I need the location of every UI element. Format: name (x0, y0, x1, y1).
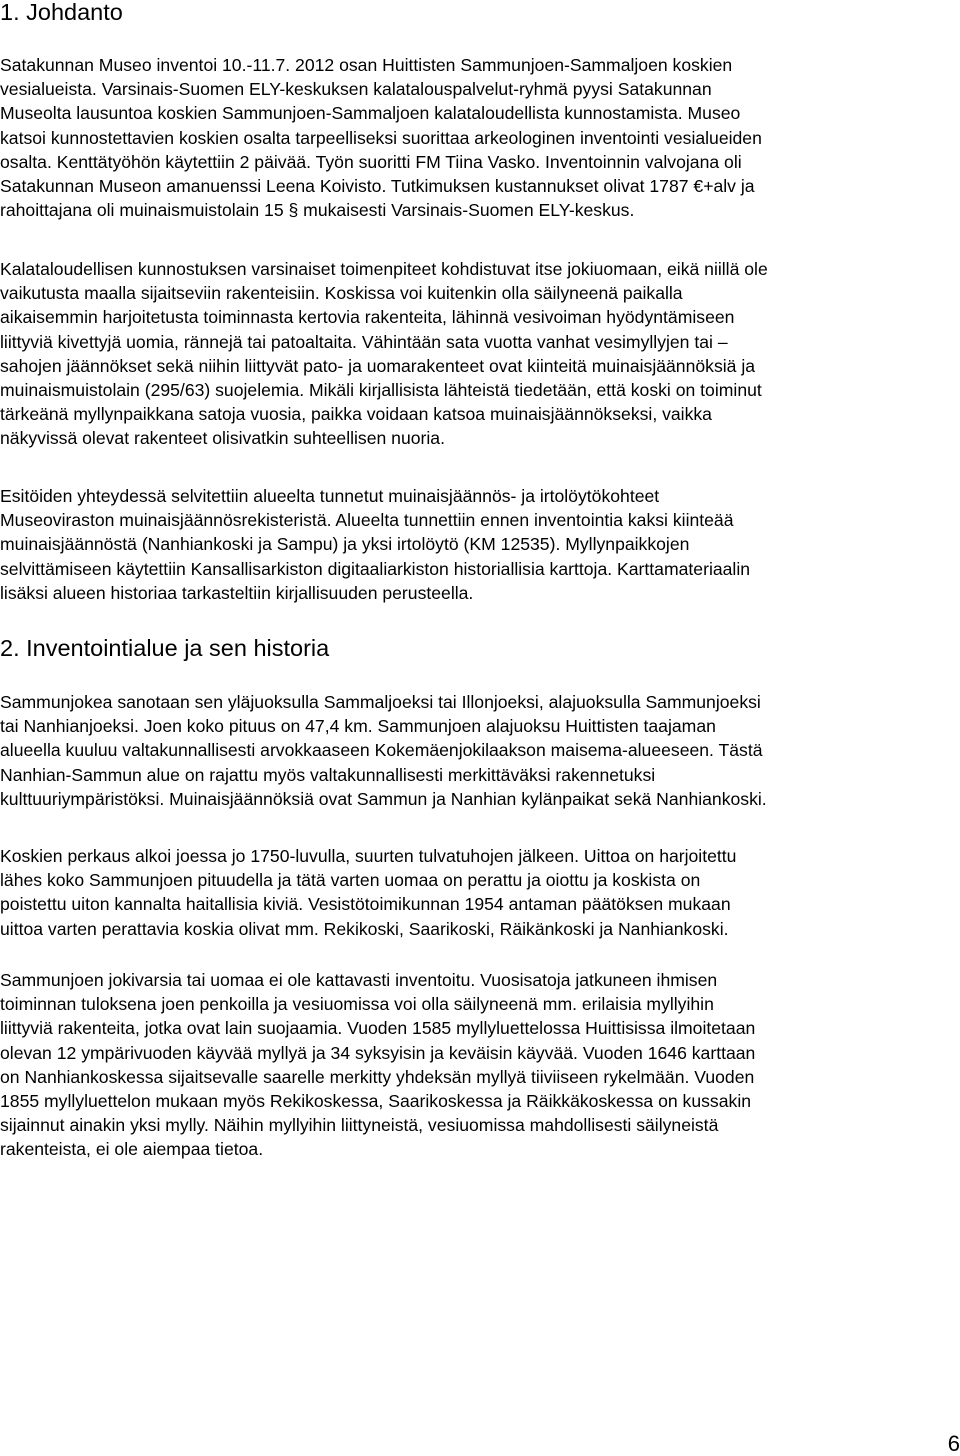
paragraph (0, 844, 736, 941)
text-line: näkyvissä olevat rakenteet olisivatkin suhteellisen nuoria. (0, 428, 445, 449)
text-line: rahoittajana oli muinaismuistolain 15 § mukaisesti Varsinais-Suomen ELY-keskus. (0, 200, 635, 221)
text-line: lähes koko Sammunjoen pituudella ja tätä varten uomaa on perattu ja oiottu ja koskista on (0, 870, 701, 891)
page-number: 6 (947, 1431, 960, 1456)
text-line: uittoa varten perattavia koskia olivat mm. Rekikoski, Saarikoski, Räikänkoski ja Nanhiankoski. (0, 918, 729, 939)
text-line: Satakunnan Museon amanuenssi Leena Koivisto. Tutkimuksen kustannukset olivat 1787 €+alv ja (0, 176, 755, 197)
text-line: liittyviä rakenteita, jotka ovat lain suojaamia. Vuoden 1585 myllyluettelossa Huittisissa ilmoitetaan (0, 1018, 756, 1039)
text-line: katsoi kunnostettavien koskien osalta tarpeelliseksi suorittaa arkeologinen inventointi vesialueiden (0, 127, 762, 148)
text-line: liittyviä kivettyjä uomia, rännejä tai patoaltaita. Vähintään sata vuotta vanhat vesimyllyjen tai – (0, 331, 728, 352)
text-line: muinaisjäännöstä (Nanhiankoski ja Sampu) ja yksi irtolöytö (KM 12535). Myllynpaikkojen (0, 534, 690, 555)
text-line: sijainnut ainakin yksi mylly. Näihin myllyihin liittyneistä, vesiuomissa mahdollisesti säilyneistä (0, 1115, 719, 1136)
text-line: 1855 myllyluettelon mukaan myös Rekikoskessa, Saarikoskessa ja Räikkäkoskessa on kussakin (0, 1091, 752, 1112)
text-line: Koskien perkaus alkoi joessa jo 1750-luvulla, suurten tulvatuhojen jälkeen. Uittoa on harjoitettu (0, 846, 737, 866)
text-line: on Nanhiankoskessa sijaitsevalle saarelle merkitty yhdeksän myllyä tiiviiseen rykelmään. Vuoden (0, 1066, 755, 1087)
text-line: poistettu uiton kannalta haitallisia kiviä. Vesistötoimikunnan 1954 antaman päätöksen mukaan (0, 894, 731, 915)
text-line: olevan 12 ympärivuoden käyvää myllyä ja 34 syksyisin ja keväisin käyvää. Vuoden 1646 karttaan (0, 1042, 756, 1063)
paragraph (0, 257, 768, 451)
paragraph (0, 968, 755, 1162)
text-line: toiminnan tuloksena joen penkoilla ja vesiuomissa voi olla säilyneenä mm. erilaisia myllyihin (0, 994, 714, 1015)
text-line: tai Nanhianjoeksi. Joen koko pituus on 47,4 km. Sammunjoen alajuoksu Huittisten taajaman (0, 716, 716, 737)
text-line: Sammunjoen jokivarsia tai uomaa ei ole kattavasti inventoitu. Vuosisatoja jatkuneen ihmisen (0, 970, 718, 990)
text-line: Sammunjokea sanotaan sen yläjuoksulla Sammaljoeksi tai Illonjoeksi, alajuoksulla Sammunjoeksi (0, 692, 761, 712)
text-line: aikaisemmin harjoitetusta toiminnasta kertovia rakenteita, lähinnä vesivoiman hyödyntämiseen (0, 307, 735, 328)
text-line: Museoviraston muinaisjäännösrekisteristä. Alueelta tunnettiin ennen inventointia kaksi kiinteää (0, 510, 734, 531)
text-line: kulttuuriympäristöksi. Muinaisjäännöksiä ovat Sammun ja Nanhian kylänpaikat sekä Nanhiankoski. (0, 788, 767, 809)
text-line: rakenteista, ei ole aiempaa tietoa. (0, 1139, 264, 1160)
paragraph (0, 484, 750, 605)
text-line: muinaismuistolain (295/63) suojelemia. Mikäli kirjallisista lähteistä tiedetään, että koski on toiminut (0, 380, 762, 401)
heading-inventointialue: 2. Inventointialue ja sen historia (0, 635, 330, 661)
text-line: Esitöiden yhteydessä selvitettiin alueelta tunnetut muinaisjäännös- ja irtolöytökohteet (0, 486, 660, 506)
paragraph (0, 690, 767, 811)
text-line: osalta. Kenttätyöhön käytettiin 2 päivää. Työn suoritti FM Tiina Vasko. Inventoinnin valvojana oli (0, 151, 742, 172)
text-line: Museolta lausuntoa koskien Sammunjoen-Sammaljoen kalataloudellista kunnostamista. Museo (0, 103, 741, 124)
text-line: vaikutusta maalla sijaitseviin rakenteisiin. Koskissa voi kuitenkin olla säilyneenä paikalla (0, 283, 683, 304)
text-line: Kalataloudellisen kunnostuksen varsinaiset toimenpiteet kohdistuvat itse jokiuomaan, eikä niillä ole (0, 259, 768, 279)
text-line: Nanhian-Sammun alue on rajattu myös valtakunnallisesti merkittäväksi rakennetuksi (0, 764, 656, 785)
text-line: tärkeänä myllynpaikkana satoja vuosia, paikka voidaan katsoa muinaisjäännökseksi, vaikka (0, 404, 712, 425)
text-line: alueella kuuluu valtakunnallisesti arvokkaaseen Kokemäenjokilaakson maisema-alueeseen. Tästä (0, 740, 763, 761)
text-line: selvittämiseen käytettiin Kansallisarkiston digitaaliarkiston historiallisia karttoja. Karttamateriaalin (0, 558, 751, 579)
text-line: vesialueista. Varsinais-Suomen ELY-keskuksen kalatalouspalvelut-ryhmä pyysi Satakunnan (0, 79, 712, 100)
heading-johdanto: 1. Johdanto (0, 0, 123, 25)
text-line: sahojen jäännökset sekä niihin liittyvät pato- ja uomarakenteet ovat kiinteitä muinaisjäännöksiä ja (0, 355, 756, 376)
text-line: Satakunnan Museo inventoi 10.-11.7. 2012 osan Huittisten Sammunjoen-Sammaljoen koskien (0, 55, 733, 75)
paragraph (0, 53, 762, 222)
text-line: lisäksi alueen historiaa tarkasteltiin kirjallisuuden perusteella. (0, 582, 474, 603)
